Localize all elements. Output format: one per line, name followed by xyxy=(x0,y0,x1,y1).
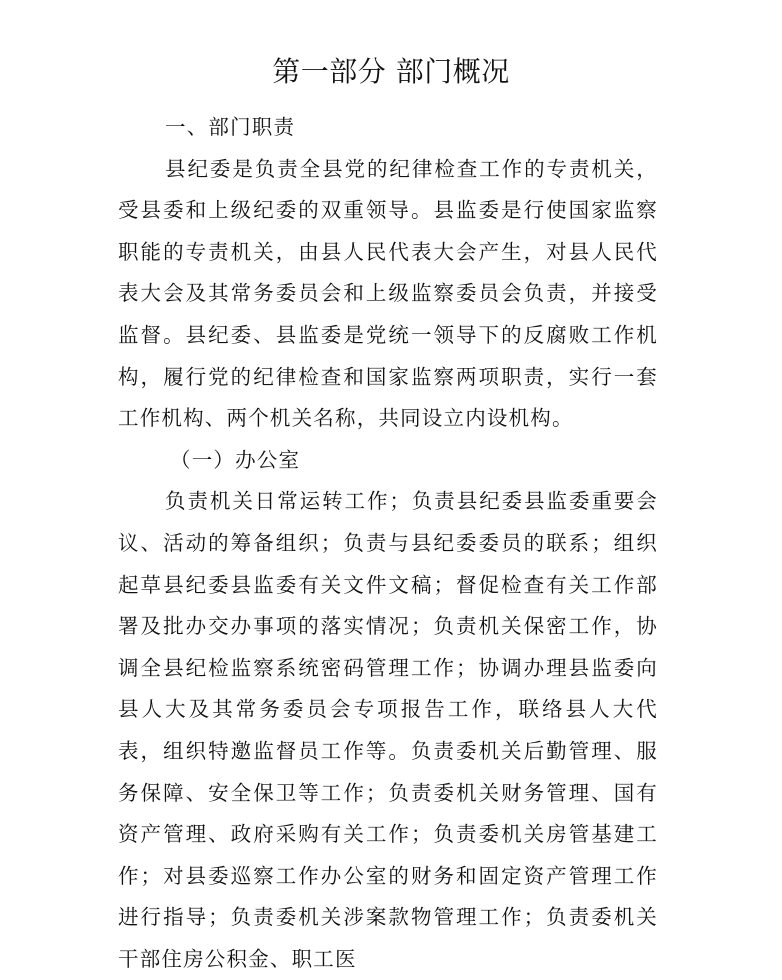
document-body xyxy=(118,107,658,980)
document-title: 第一部分 部门概况 xyxy=(272,55,510,88)
paragraph: 负责机关日常运转工作；负责县纪委县监委重要会议、活动的筹备组织；负责与县纪委委员的联系；组织起草县纪委县监委有关文件文稿；督促检查有关工作部署及批办交办事项的落实情况；负责机关保密工作，协调全县纪检监察系统密码管理工作；协调办理县监委向县人大及其常务委员会专项报告工作，联络县人大代表，组织特邀监督员工作等。负责委机关后勤管理、服务保障、安全保卫等工作；负责委机关财务管理、国有资产管理、政府采购有关工作；负责委机关房管基建工作；对县委巡察工作办公室的财务和固定资产管理工作进行指导；负责委机关涉案款物管理工作；负责委机关干部住房公积金、职工医 xyxy=(118,489,658,971)
subsection-heading: （一）办公室 xyxy=(170,447,301,472)
paragraph: 县纪委是负责全县党的纪律检查工作的专责机关，受县委和上级纪委的双重领导。县监委是行使国家监察职能的专责机关，由县人民代表大会产生，对县人民代表大会及其常务委员会和上级监察委员会负责，并接受监督。县纪委、县监委是党统一领导下的反腐败工作机构，履行党的纪律检查和国家监察两项职责，实行一套工作机构、两个机关名称，共同设立内设机构。 xyxy=(118,156,658,431)
section-heading: 一、部门职责 xyxy=(165,115,296,139)
